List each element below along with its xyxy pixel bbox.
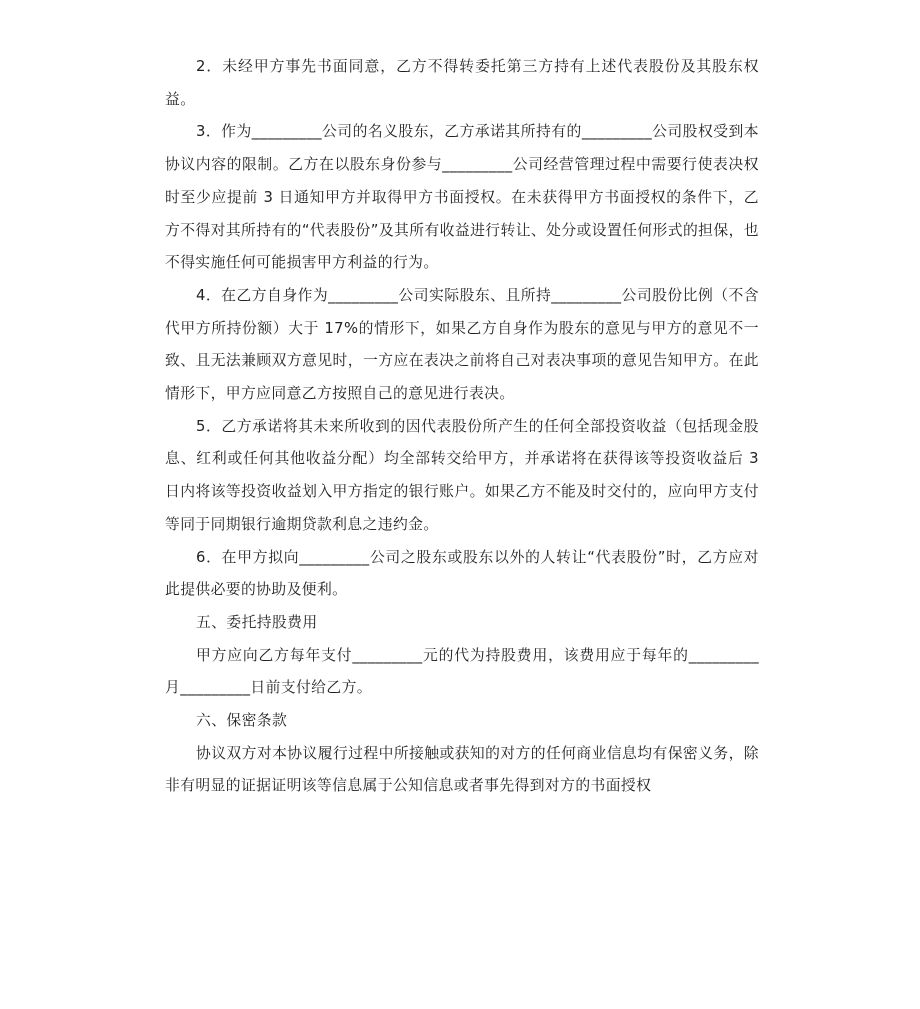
section-heading-confidentiality: 六、保密条款 xyxy=(196,712,288,730)
paragraph-4: 4．在乙方自身作为_________公司实际股东、且所持_________公司股份比例（不含代甲方所持份额）大于 17%的情形下，如果乙方自身作为股东的意见与甲方的意见不一致、且无法兼顾双方意见时，一方应在表决之前将自己对表决事项的意见告知甲方。在此情形下，甲方应同意乙方按照自己的意见进行表决。 xyxy=(165,286,759,403)
section-body-confidentiality: 协议双方对本协议履行过程中所接触或获知的对方的任何商业信息均有保密义务，除非有明显的证据证明该等信息属于公知信息或者事先得到对方的书面授权 xyxy=(165,744,759,795)
document-page xyxy=(165,51,759,803)
section-body-fees: 甲方应向乙方每年支付_________元的代为持股费用，该费用应于每年的_________月_________日前支付给乙方。 xyxy=(165,646,759,697)
paragraph-6: 6．在甲方拟向_________公司之股东或股东以外的人转让“代表股份”时，乙方应对此提供必要的协助及便利。 xyxy=(165,548,759,599)
paragraph-5: 5．乙方承诺将其未来所收到的因代表股份所产生的任何全部投资收益（包括现金股息、红利或任何其他收益分配）均全部转交给甲方，并承诺将在获得该等投资收益后 3 日内将该等投资收益划入甲方指定的银行账户。如果乙方不能及时交付的，应向甲方支付等同于同期银行逾期贷款利息之违约金。 xyxy=(165,417,759,533)
section-heading-fees: 五、委托持股费用 xyxy=(196,613,318,631)
paragraph-3: 3．作为_________公司的名义股东，乙方承诺其所持有的_________公司股权受到本协议内容的限制。乙方在以股东身份参与_________公司经营管理过程中需要行使表决权时至少应提前 3 日通知甲方并取得甲方书面授权。在未获得甲方书面授权的条件下，乙方不得对其所持有的“代表股份”及其所有收益进行转让、处分或设置任何形式的担保，也不得实施任何可能损害甲方利益的行为。 xyxy=(165,123,759,272)
paragraph-2: 2．未经甲方事先书面同意，乙方不得转委托第三方持有上述代表股份及其股东权益。 xyxy=(165,58,759,108)
